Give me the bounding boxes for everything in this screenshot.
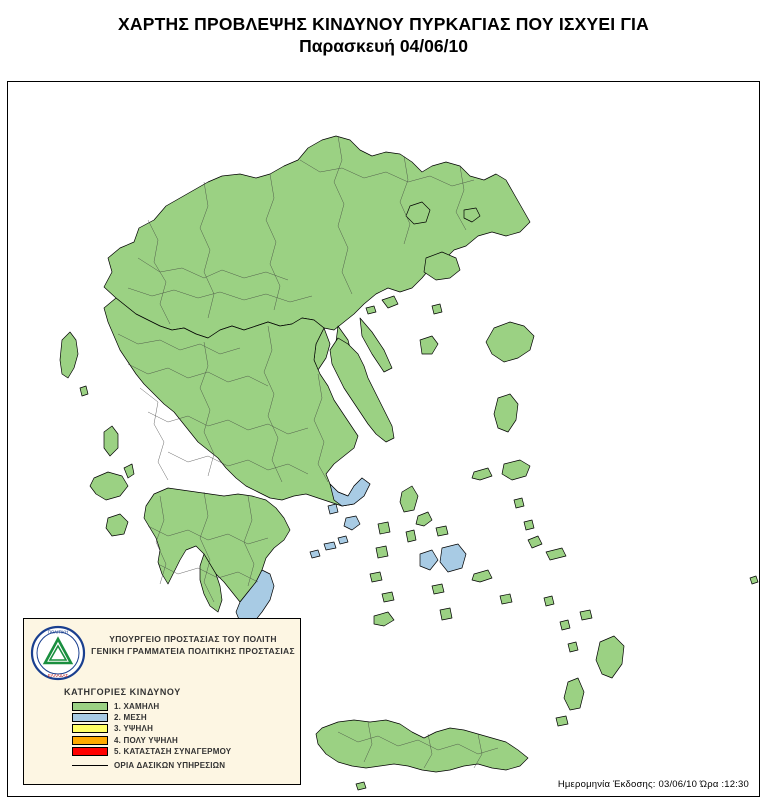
- page-title: [0, 0, 767, 58]
- civil-protection-emblem-icon: [30, 625, 86, 681]
- issue-date-time: Ημερομηνία Έκδοσης: 03/06/10 Ώρα :12:30: [557, 779, 749, 790]
- legend-item-5: [72, 746, 292, 757]
- island-serifos: [370, 572, 382, 582]
- island-kea: [378, 522, 390, 534]
- legend-label-high: 3. ΥΨΗΛΗ: [114, 724, 154, 734]
- island-kastellorizo: [750, 576, 758, 584]
- island-spetses: [310, 550, 320, 558]
- island-kefalonia: [90, 472, 128, 500]
- island-kos: [546, 548, 566, 560]
- fire-risk-map: [7, 81, 760, 797]
- island-kythnos: [376, 546, 388, 558]
- island-hydra: [324, 542, 336, 550]
- island-zakynthos: [106, 514, 128, 536]
- island-nisyros: [544, 596, 554, 606]
- legend-item-3: [72, 723, 292, 734]
- island-paxi: [80, 386, 88, 396]
- island-naxos: [440, 544, 466, 572]
- ministry-header: [90, 633, 296, 657]
- island-chios: [494, 394, 518, 432]
- legend-label-very-high: 4. ΠΟΛΥ ΥΨΗΛΗ: [114, 735, 179, 745]
- region-attica: [330, 478, 370, 506]
- island-tilos: [560, 620, 570, 630]
- island-andros: [400, 486, 418, 512]
- island-rhodes: [596, 636, 624, 678]
- legend-swatch-medium: [72, 713, 108, 722]
- island-salamina: [328, 504, 338, 514]
- island-lefkada: [104, 426, 118, 456]
- legend-label-medium: 2. ΜΕΣΗ: [114, 713, 147, 723]
- legend-item-1: [72, 701, 292, 712]
- island-kasos: [556, 716, 568, 726]
- island-karpathos: [564, 678, 584, 710]
- forest-boundary-label: ΟΡΙΑ ΔΑΣΙΚΩΝ ΥΠΗΡΕΣΙΩΝ: [114, 761, 226, 770]
- island-milos: [374, 612, 394, 626]
- island-skyros: [420, 336, 438, 354]
- island-kalymnos: [528, 536, 542, 548]
- legend-forest-boundary: [72, 761, 225, 770]
- legend-swatch-very-high: [72, 736, 108, 745]
- island-tinos: [416, 512, 432, 526]
- island-gavdos: [356, 782, 366, 790]
- island-ikaria: [472, 468, 492, 480]
- legend-item-4: [72, 735, 292, 746]
- island-paros: [420, 550, 438, 570]
- legend-item-2: [72, 712, 292, 723]
- svg-text:ΕΛΛΑΔΑΣ: ΕΛΛΑΔΑΣ: [47, 673, 69, 678]
- legend-swatch-alert: [72, 747, 108, 756]
- ministry-line-2: ΓΕΝΙΚΗ ΓΡΑΜΜΑΤΕΙΑ ΠΟΛΙΤΙΚΗΣ ΠΡΟΣΤΑΣΙΑΣ: [91, 646, 295, 656]
- region-mainland-north: [104, 136, 530, 338]
- island-poros: [338, 536, 348, 544]
- island-astypalaia: [500, 594, 512, 604]
- island-ithaki: [124, 464, 134, 478]
- island-mykonos: [436, 526, 448, 536]
- island-santorini: [440, 608, 452, 620]
- island-skiathos: [366, 306, 376, 314]
- region-athos: [360, 318, 392, 372]
- svg-text:ΠΟΛΙΤΙΚΗ: ΠΟΛΙΤΙΚΗ: [47, 629, 69, 635]
- ministry-line-1: ΥΠΟΥΡΓΕΙΟ ΠΡΟΣΤΑΣΙΑΣ ΤΟΥ ΠΟΛΙΤΗ: [109, 634, 277, 644]
- legend-category-list: [72, 701, 292, 757]
- island-symi: [580, 610, 592, 620]
- island-agios-efstratios: [432, 304, 442, 314]
- island-leros: [524, 520, 534, 530]
- island-amorgos: [472, 570, 492, 582]
- island-crete: [316, 720, 528, 772]
- legend-swatch-high: [72, 724, 108, 733]
- island-lesvos: [486, 322, 534, 362]
- island-syros: [406, 530, 416, 542]
- island-patmos: [514, 498, 524, 508]
- island-chalki: [568, 642, 578, 652]
- forest-boundary-line-icon: [72, 765, 108, 766]
- legend-categories-title: ΚΑΤΗΓΟΡΙΕΣ ΚΙΝΔΥΝΟΥ: [64, 687, 181, 697]
- island-corfu: [60, 332, 78, 378]
- legend-label-alert: 5. ΚΑΤΑΣΤΑΣΗ ΣΥΝΑΓΕΡΜΟΥ: [114, 746, 232, 756]
- legend-label-low: 1. ΧΑΜΗΛΗ: [114, 702, 160, 712]
- island-ios: [432, 584, 444, 594]
- island-samos: [502, 460, 530, 480]
- legend-swatch-low: [72, 702, 108, 711]
- island-aegina: [344, 516, 360, 530]
- legend-panel: [23, 618, 301, 785]
- island-sifnos: [382, 592, 394, 602]
- title-line-1: ΧΑΡΤΗΣ ΠΡΟΒΛΕΨΗΣ ΚΙΝΔΥΝΟΥ ΠΥΡΚΑΓΙΑΣ ΠΟΥ ΙΣΧΥΕΙ ΓΙΑ: [118, 14, 649, 34]
- title-line-2: Παρασκευή 04/06/10: [299, 36, 468, 56]
- island-skopelos: [382, 296, 398, 308]
